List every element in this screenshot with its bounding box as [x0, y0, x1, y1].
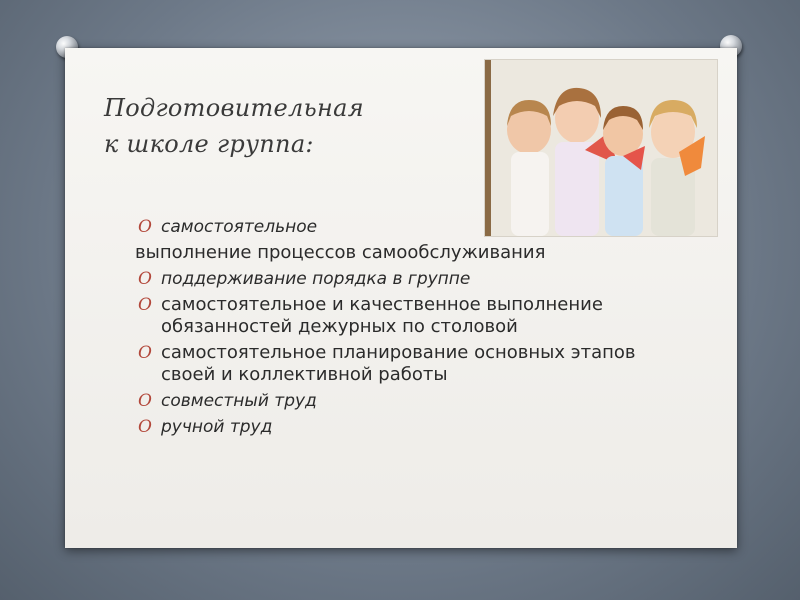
children-photo-illustration — [485, 60, 717, 236]
slide-title-line-2: к школе группа: — [104, 130, 314, 158]
list-item — [135, 342, 695, 386]
slide-title-line-1: Подготовительная — [104, 94, 364, 122]
list-item-text: выполнение процессов самообслуживания — [135, 242, 546, 263]
bullet-marker-icon: О — [138, 269, 152, 289]
list-item — [135, 294, 695, 338]
list-item-text: поддерживание порядка в группе — [161, 269, 471, 289]
list-item-text: самостоятельное — [161, 217, 318, 237]
bullet-marker-icon: О — [138, 343, 152, 363]
list-item — [135, 416, 695, 438]
slide-title — [104, 90, 364, 162]
list-item-continuation — [135, 242, 695, 264]
bullet-marker-icon: О — [138, 217, 152, 237]
bullet-marker-icon: О — [138, 417, 152, 437]
list-item-text: самостоятельное планирование основных этапов своей и коллективной работы — [161, 342, 636, 385]
list-item-text: ручной труд — [161, 417, 273, 437]
list-item — [135, 268, 695, 290]
list-item — [135, 390, 695, 412]
children-photo — [485, 60, 717, 236]
list-item-text: совместный труд — [161, 391, 317, 411]
list-item-text: самостоятельное и качественное выполнение обязанностей дежурных по столовой — [161, 294, 603, 337]
list-item — [135, 216, 695, 238]
bullet-marker-icon: О — [138, 295, 152, 315]
bullet-marker-icon: О — [138, 391, 152, 411]
bullet-list — [135, 216, 695, 442]
